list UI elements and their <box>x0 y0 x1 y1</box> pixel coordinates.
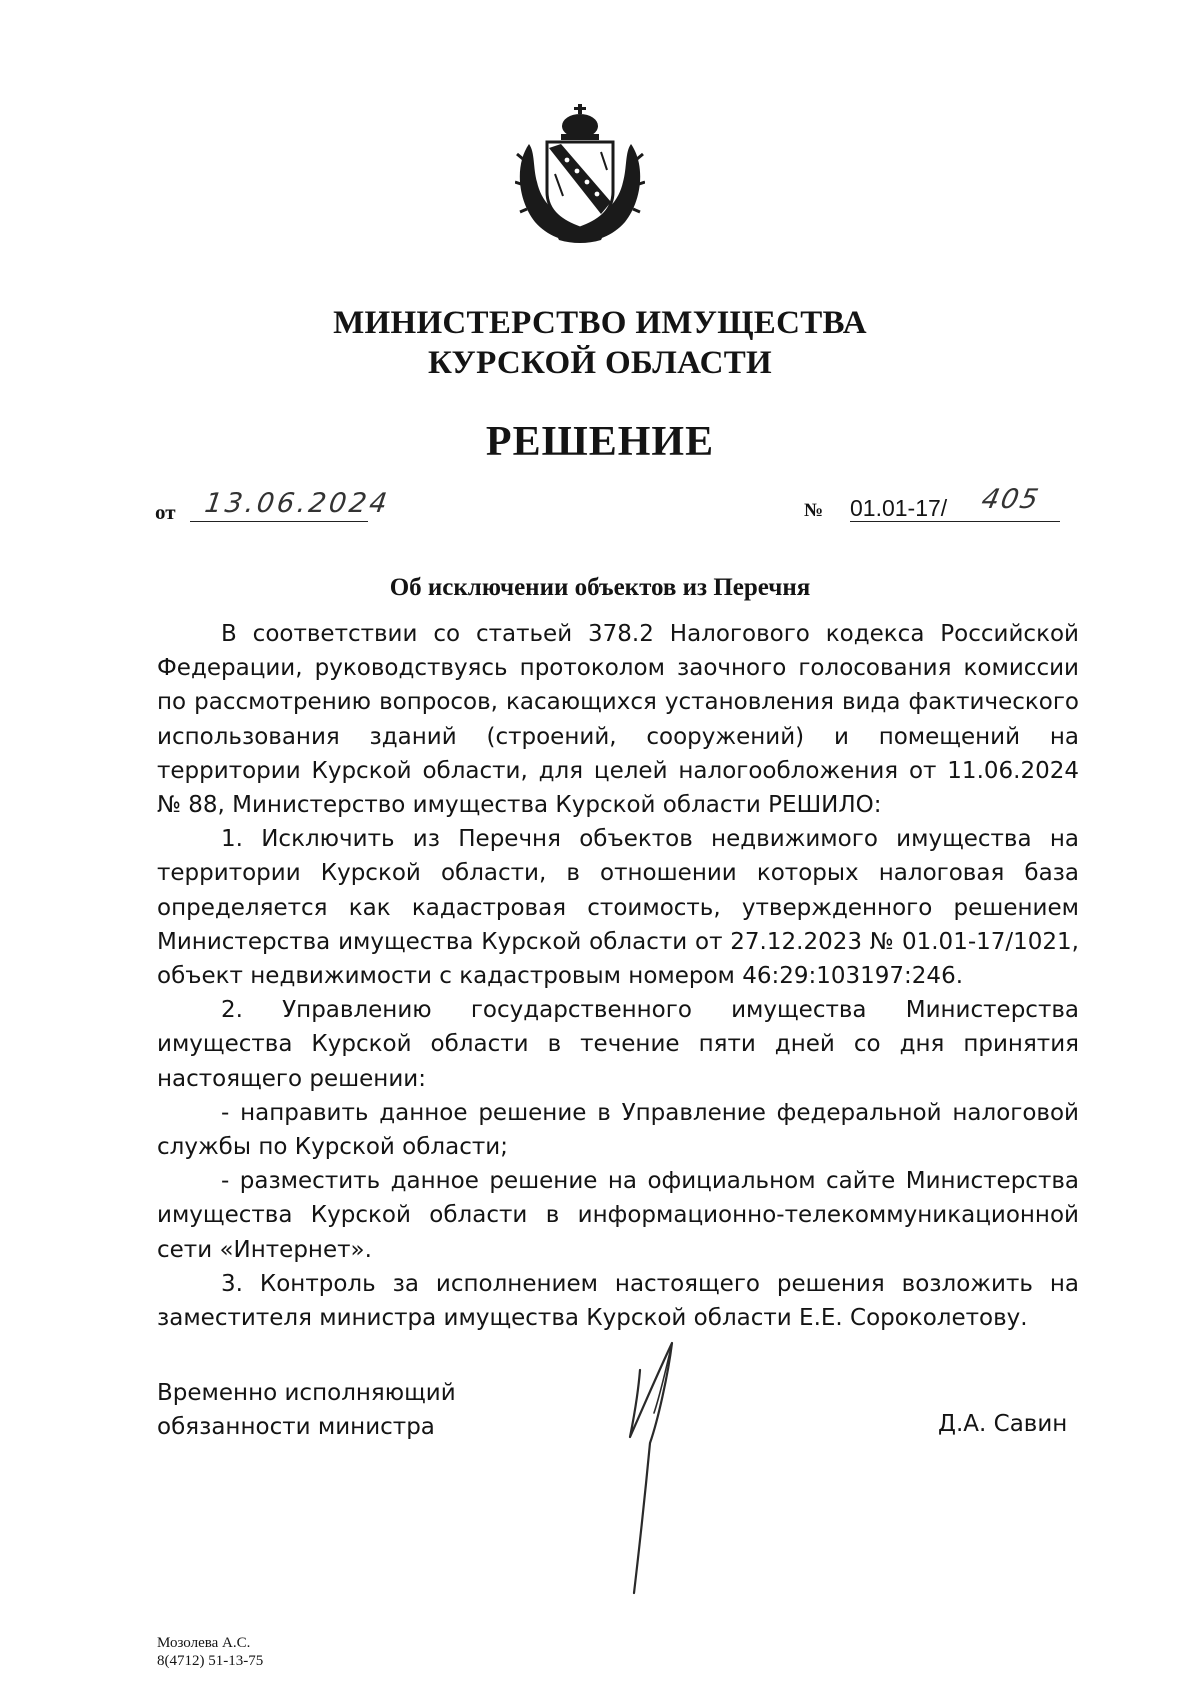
signatory-role-line1: Временно исполняющий <box>157 1380 456 1406</box>
executor-info <box>157 1634 263 1670</box>
handwritten-date: 13.06.2024 <box>202 488 392 519</box>
ministry-name-line2: КУРСКОЙ ОБЛАСТИ <box>427 345 773 381</box>
document-number-prefix: 01.01-17/ <box>850 495 948 521</box>
number-underline <box>850 521 1060 522</box>
body-paragraph: В соответствии со статьей 378.2 Налогового кодекса Российской Федерации, руководствуясь протоколом заочного голосования комиссии по рассмотрению вопросов, касающихся установления вида фактического использования зданий (строений, сооружений) и помещений на территории Курской области, для целей налогообложения от 11.06.2024 № 88, Министерство имущества Курской области РЕШИЛО: <box>157 621 1079 819</box>
handwritten-number: 405 <box>978 484 1043 515</box>
signatory-name: Д.А. Савин <box>938 1411 1068 1437</box>
date-underline <box>190 521 368 522</box>
document-type-title: РЕШЕНИЕ <box>485 419 715 465</box>
number-label: № <box>804 500 824 521</box>
executor-name: Мозолева А.С. <box>157 1635 251 1651</box>
handwritten-signature <box>620 1325 730 1625</box>
signatory-role-line2: обязанности министра <box>157 1414 435 1440</box>
coat-of-arms-icon <box>515 104 645 244</box>
body-paragraph: 2. Управлению государственного имущества Министерства имущества Курской области в течение пяти дней со дня принятия настоящего решении: <box>157 997 1079 1092</box>
body-paragraph: 3. Контроль за исполнением настоящего решения возложить на заместителя министра имущества Курской области Е.Е. Сороколетову. <box>157 1270 1079 1332</box>
executor-phone: 8(4712) 51-13-75 <box>157 1653 264 1669</box>
body-paragraph: - разместить данное решение на официальном сайте Министерства имущества Курской области в информационно-телекоммуникационной сети «Интернет». <box>157 1168 1079 1263</box>
document-subject: Об исключении объектов из Перечня <box>389 574 811 601</box>
document-body <box>157 617 1079 1335</box>
ministry-name-line1: МИНИСТЕРСТВО ИМУЩЕСТВА <box>333 305 867 341</box>
body-paragraph: 1. Исключить из Перечня объектов недвижимого имущества на территории Курской области, в отношении которых налоговая база определяется как кадастровая стоимость, утвержденного решением Министерства имущества Курской области от 27.12.2023 № 01.01-17/1021, объект недвижимости с кадастровым номером 46:29:103197:246. <box>157 826 1079 990</box>
signatory-role <box>157 1376 456 1444</box>
body-paragraph: - направить данное решение в Управление федеральной налоговой службы по Курской области; <box>157 1099 1079 1161</box>
date-label: от <box>155 500 176 524</box>
